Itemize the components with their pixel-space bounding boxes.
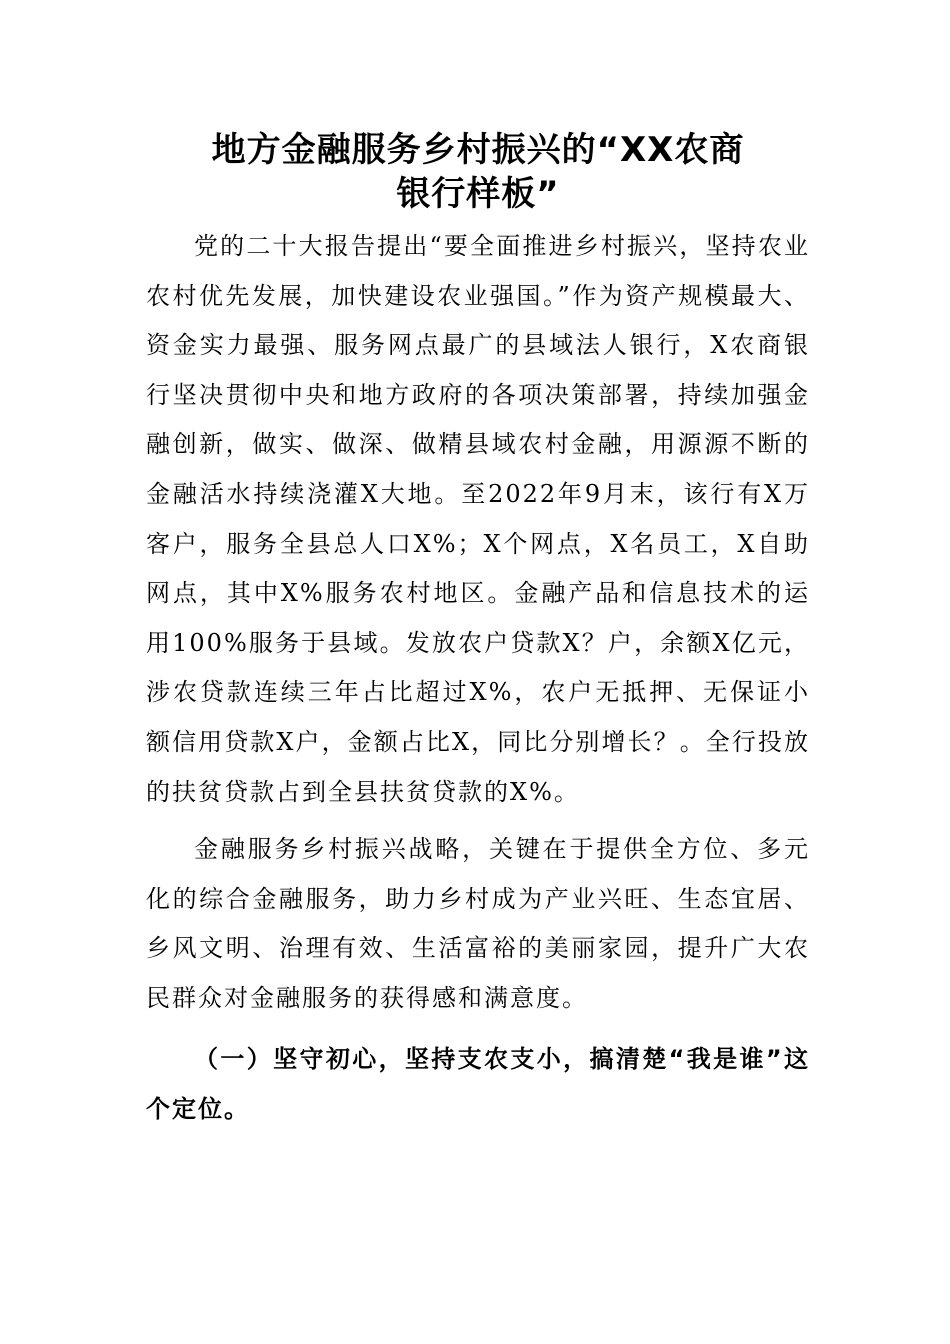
- body-paragraph-2: 金融服务乡村振兴战略，关键在于提供全方位、多元化的综合金融服务，助力乡村成为产业兴旺、生态宜居、乡风文明、治理有效、生活富裕的美丽家园，提升广大农民群众对金融服务的获得感和满意度。: [146, 835, 810, 1012]
- document-page: [146, 128, 810, 1134]
- document-title: [146, 128, 810, 216]
- section-heading: （一）坚守初心，坚持支农支小，搞清楚“我是谁”这个定位。: [146, 1044, 810, 1123]
- title-line-1: 地方金融服务乡村振兴的“XX农商: [211, 130, 745, 170]
- body-paragraph-1: 党的二十大报告提出“要全面推进乡村振兴，坚持农业农村优先发展，加快建设农业强国。”作为资产规模最大、资金实力最强、服务网点最广的县域法人银行，X农商银行坚决贯彻中央和地方政府的各项决策部署，持续加强金融创新，做实、做深、做精县域农村金融，用源源不断的金融活水持续浇灌X大地。至2022年9月末，该行有X万客户，服务全县总人口X%；X个网点，X名员工，X自助网点，其中X%服务农村地区。金融产品和信息技术的运用100%服务于县域。发放农户贷款X？户，余额X亿元，涉农贷款连续三年占比超过X%，农户无抵押、无保证小额信用贷款X户，金额占比X，同比分别增长？。全行投放的扶贫贷款占到全县扶贫贷款的X%。: [146, 232, 810, 806]
- title-line-2: 银行样板”: [396, 174, 560, 214]
